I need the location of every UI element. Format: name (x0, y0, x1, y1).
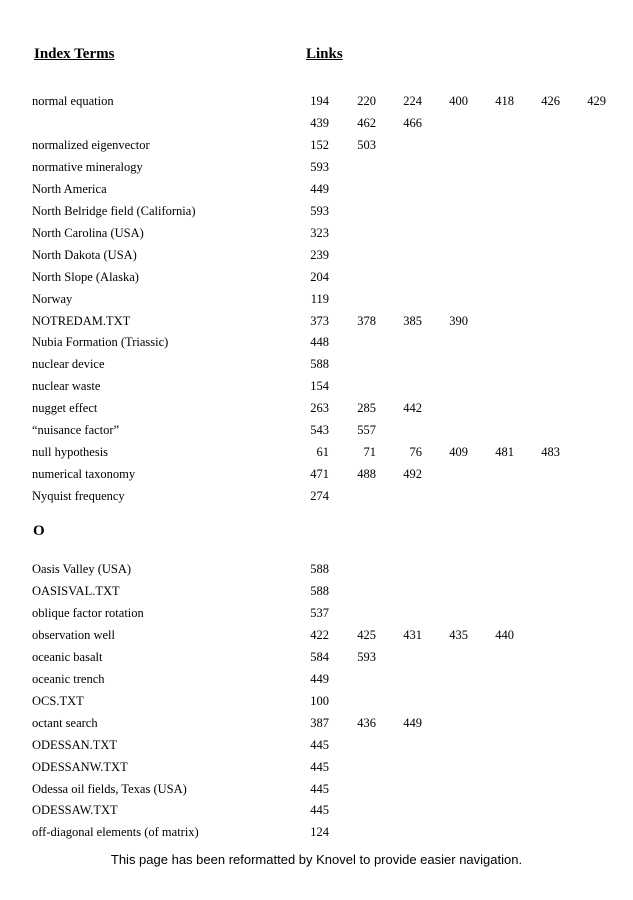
index-term: normative mineralogy (32, 159, 143, 174)
index-term: North Carolina (USA) (32, 225, 144, 240)
index-term: NOTREDAM.TXT (32, 313, 131, 328)
page-link[interactable]: 220 (357, 94, 376, 108)
page-link[interactable]: 263 (310, 401, 329, 416)
index-term: OASISVAL.TXT (32, 583, 120, 598)
index-term: North America (32, 181, 107, 196)
index-term: oceanic basalt (32, 649, 103, 664)
page-link[interactable]: 124 (310, 825, 329, 840)
index-entry-row (0, 487, 633, 505)
page-link[interactable]: 425 (357, 627, 376, 642)
links-header: Links (306, 46, 343, 62)
index-entry-row (0, 560, 633, 578)
index-entry-row (0, 692, 633, 710)
page-link[interactable]: 439 (310, 115, 329, 130)
page-link[interactable]: 593 (357, 649, 376, 664)
index-term: ODESSAN.TXT (32, 737, 118, 752)
page-link[interactable]: 588 (310, 357, 329, 372)
page-link[interactable]: 154 (310, 379, 329, 394)
index-entry-row (0, 714, 633, 732)
page-link[interactable]: 449 (403, 715, 422, 730)
index-term: nuclear device (32, 357, 105, 372)
page-link[interactable]: 373 (310, 313, 329, 328)
index-entry-row (0, 399, 633, 417)
index-term: normalized eigenvector (32, 137, 150, 152)
page-link[interactable]: 593 (310, 159, 329, 174)
index-term: North Dakota (USA) (32, 247, 137, 262)
page-link[interactable]: 462 (357, 115, 376, 130)
page-link[interactable]: 71 (363, 445, 376, 460)
index-term: off-diagonal elements (of matrix) (32, 825, 199, 840)
page-link[interactable]: 445 (310, 803, 329, 818)
page-link[interactable]: 400 (449, 94, 468, 108)
index-term: nuclear waste (32, 379, 101, 394)
page-link[interactable]: 492 (403, 467, 422, 482)
index-entry-row (0, 443, 633, 461)
page-link[interactable]: 422 (310, 627, 329, 642)
page-link[interactable]: 390 (449, 313, 468, 328)
index-term: ODESSAW.TXT (32, 803, 118, 818)
index-term: “nuisance factor” (32, 423, 120, 438)
page-link[interactable]: 323 (310, 225, 329, 240)
index-entry-row (0, 421, 633, 439)
index-entry-row (0, 823, 633, 841)
page-link[interactable]: 584 (310, 649, 329, 664)
page-link[interactable]: 440 (495, 627, 514, 642)
page-link[interactable]: 418 (495, 94, 514, 108)
page-link[interactable]: 445 (310, 759, 329, 774)
page-link[interactable]: 593 (310, 203, 329, 218)
index-term: North Slope (Alaska) (32, 269, 139, 284)
page-link[interactable]: 194 (310, 94, 329, 108)
page-link[interactable]: 152 (310, 137, 329, 152)
index-term: normal equation (32, 94, 114, 108)
page-link[interactable]: 557 (357, 423, 376, 438)
page-link[interactable]: 543 (310, 423, 329, 438)
page-link[interactable]: 448 (310, 335, 329, 350)
index-entry-row (0, 333, 633, 351)
index-term: Nyquist frequency (32, 489, 125, 504)
page-link[interactable]: 119 (310, 291, 329, 306)
page-link[interactable]: 285 (357, 401, 376, 416)
page-link[interactable]: 385 (403, 313, 422, 328)
page-link[interactable]: 100 (310, 693, 329, 708)
page-link[interactable]: 488 (357, 467, 376, 482)
section-heading-o: O (33, 523, 45, 539)
index-entry-row (0, 246, 633, 264)
index-term: nugget effect (32, 401, 98, 416)
index-entry-row (0, 114, 633, 132)
page-link[interactable]: 378 (357, 313, 376, 328)
index-term: North Belridge field (California) (32, 203, 196, 218)
page-link[interactable]: 442 (403, 401, 422, 416)
index-entry-row (0, 582, 633, 600)
index-entry-row (0, 92, 633, 110)
page-link[interactable]: 435 (449, 627, 468, 642)
index-term: OCS.TXT (32, 693, 84, 708)
index-term: Oasis Valley (USA) (32, 562, 132, 576)
index-entry-row (0, 377, 633, 395)
index-terms-header: Index Terms (34, 46, 115, 62)
index-term: observation well (32, 627, 115, 642)
index-entry-row (0, 136, 633, 154)
index-entry-row (0, 670, 633, 688)
index-entry-row (0, 648, 633, 666)
index-entry-row (0, 268, 633, 286)
page-link[interactable]: 409 (449, 445, 468, 460)
page-link[interactable]: 387 (310, 715, 329, 730)
page-link[interactable]: 239 (310, 247, 329, 262)
index-term: oblique factor rotation (32, 605, 144, 620)
page-link[interactable]: 449 (310, 181, 329, 196)
index-entry-row (0, 465, 633, 483)
page-link[interactable]: 61 (316, 445, 329, 460)
page-link[interactable]: 503 (357, 137, 376, 152)
page-link[interactable]: 481 (495, 445, 514, 460)
knovel-footer-note: This page has been reformatted by Knovel to provide easier navigation. (110, 852, 523, 867)
page-link[interactable]: 431 (403, 627, 422, 642)
index-term: Norway (32, 291, 73, 306)
index-entry-row (0, 180, 633, 198)
index-entry-row (0, 604, 633, 622)
index-term: Odessa oil fields, Texas (USA) (32, 781, 187, 796)
index-term: ODESSANW.TXT (32, 759, 128, 774)
page-link[interactable]: 483 (541, 445, 560, 460)
index-entry-row (0, 736, 633, 754)
page-link[interactable]: 471 (310, 467, 329, 482)
index-entry-row (0, 224, 633, 242)
page-link[interactable]: 426 (541, 94, 560, 108)
index-term: octant search (32, 715, 98, 730)
page-link[interactable]: 76 (409, 445, 422, 460)
index-entry-row (0, 202, 633, 220)
index-entry-row (0, 780, 633, 798)
index-term: null hypothesis (32, 445, 109, 460)
page-link[interactable]: 436 (357, 715, 376, 730)
page-link[interactable]: 445 (310, 781, 329, 796)
page-link[interactable]: 466 (403, 115, 422, 130)
index-entry-row (0, 355, 633, 373)
index-entry-row (0, 801, 633, 819)
index-entry-row (0, 290, 633, 308)
page-link[interactable]: 224 (403, 94, 422, 108)
index-term: oceanic trench (32, 671, 105, 686)
index-term: Nubia Formation (Triassic) (32, 335, 169, 350)
page-link[interactable]: 445 (310, 737, 329, 752)
index-term: numerical taxonomy (32, 467, 136, 482)
page-link[interactable]: 537 (310, 605, 329, 620)
page-link[interactable]: 274 (310, 489, 329, 504)
page-link[interactable]: 449 (310, 671, 329, 686)
index-entry-row (0, 758, 633, 776)
index-entry-row (0, 626, 633, 644)
page-link[interactable]: 588 (310, 562, 329, 576)
index-entry-row (0, 312, 633, 330)
page-link[interactable]: 204 (310, 269, 329, 284)
page-link[interactable]: 429 (587, 94, 606, 108)
index-entry-row (0, 158, 633, 176)
page-link[interactable]: 588 (310, 583, 329, 598)
